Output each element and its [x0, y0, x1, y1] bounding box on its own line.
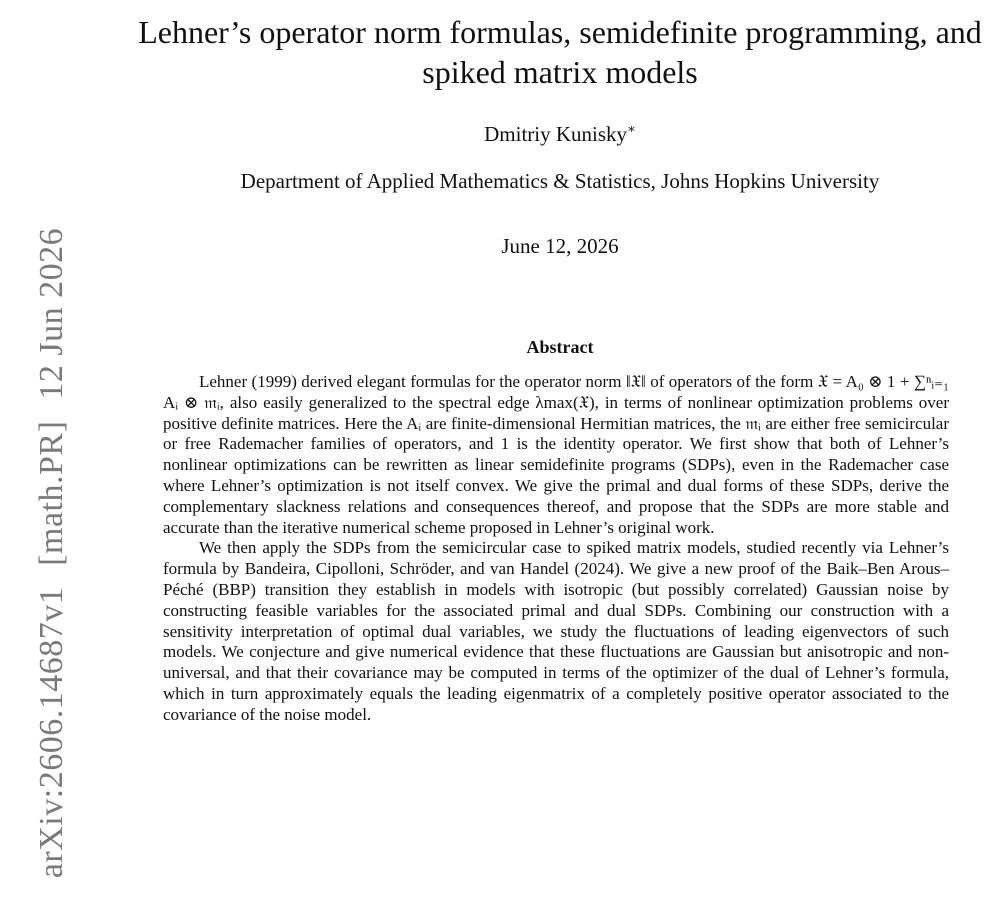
arxiv-date: 12 Jun 2026	[33, 227, 70, 400]
arxiv-id[interactable]: arXiv:2606.14687v1	[33, 586, 70, 879]
author-line	[130, 121, 990, 147]
affiliation: Department of Applied Mathematics & Statistics, Johns Hopkins University	[240, 169, 880, 193]
paper-date: June 12, 2026	[501, 234, 619, 258]
paper-title: Lehner’s operator norm formulas, semidefinite programming, and spiked matrix models	[138, 14, 982, 90]
abstract-heading: Abstract	[526, 337, 594, 357]
abstract-paragraph-2: We then apply the SDPs from the semicircular case to spiked matrix models, studied recently via Lehner’s formula by Bandeira, Cipolloni, Schröder, and van Handel (2024). We give a new proof of the Baik–Ben Arous–Péché (BBP) transition they establish in models with isotropic (but possibly correlated) Gaussian noise by constructing feasible variables for the associated primal and dual SDPs. Combining our construction with a sensitivity interpretation of optimal dual variables, we study the fluctuations of leading eigenvectors of such models. We conjecture and give numerical evidence that these fluctuations are Gaussian but anisotropic and non-universal, and that their covariance may be computed in terms of the optimizer of the dual of Lehner’s formula, which in turn approximately equals the leading eigenmatrix of a completely positive operator associated to the covariance of the noise model.	[163, 538, 949, 724]
arxiv-category: [math.PR]	[33, 420, 70, 566]
abstract-paragraph-1: Lehner (1999) derived elegant formulas for the operator norm ‖𝔛‖ of operators of the form 𝔛 = A₀ ⊗ 1 + ∑ⁿᵢ₌₁ Aᵢ ⊗ 𝔪ᵢ, also easily generalized to the spectral edge λmax(𝔛), in terms of nonlinear optimization problems over positive definite matrices. Here the Aᵢ are finite-dimensional Hermitian matrices, the 𝔪ᵢ are either free semicircular or free Rademacher families of operators, and 1 is the identity operator. We first show that both of Lehner’s nonlinear optimizations can be rewritten as linear semidefinite programs (SDPs), even in the Rademacher case where Lehner’s optimization is not itself convex. We give the primal and dual forms of these SDPs, derive the complementary slackness relations and consequences thereof, and propose that the SDPs are more stable and accurate than the iterative numerical scheme proposed in Lehner’s original work.	[163, 372, 949, 537]
author-footnote-mark[interactable]: ∗	[627, 121, 636, 136]
author-name: Dmitriy Kunisky	[484, 122, 628, 146]
abstract-body	[163, 372, 949, 726]
arxiv-side-stamp	[33, 222, 71, 884]
